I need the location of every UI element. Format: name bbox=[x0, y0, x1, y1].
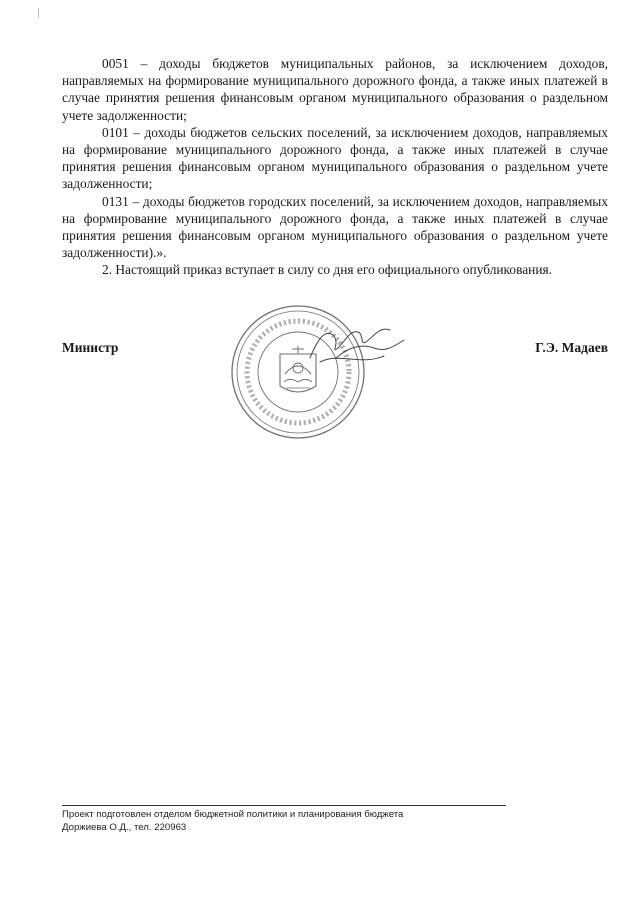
footer-note bbox=[62, 809, 403, 834]
footer-line-department: Проект подготовлен отделом бюджетной политики и планирования бюджета bbox=[62, 809, 404, 820]
body-text bbox=[62, 55, 608, 279]
paragraph-0101: 0101 – доходы бюджетов сельских поселений, за исключением доходов, направляемых на формирование муниципального дорожного фонда, а также иных платежей в случае принятия решения финансовым органом муниципального образования о раздельном учете задолженности; bbox=[62, 124, 608, 192]
signatory-name: Г.Э. Мадаев bbox=[535, 340, 608, 355]
scan-mark bbox=[38, 8, 39, 18]
signatory-title: Министр bbox=[62, 340, 119, 355]
handwritten-signature bbox=[300, 318, 410, 378]
paragraph-0051: 0051 – доходы бюджетов муниципальных районов, за исключением доходов, направляемых на формирование муниципального дорожного фонда, а также иных платежей в случае принятия решения финансовым органом муниципального образования о раздельном учете задолженности; bbox=[62, 56, 608, 123]
paragraph-effective-date: 2. Настоящий приказ вступает в силу со дня его официального опубликования. bbox=[102, 262, 552, 278]
footer-line-contact: Доржиева О.Д., тел. 220963 bbox=[62, 821, 187, 833]
paragraph-0131: 0131 – доходы бюджетов городских поселений, за исключением доходов, направляемых на формирование муниципального дорожного фонда, а также иных платежей в случае принятия решения финансовым органом муниципального образования о раздельном учете задолженности).». bbox=[62, 193, 608, 261]
footer-divider bbox=[62, 805, 506, 806]
